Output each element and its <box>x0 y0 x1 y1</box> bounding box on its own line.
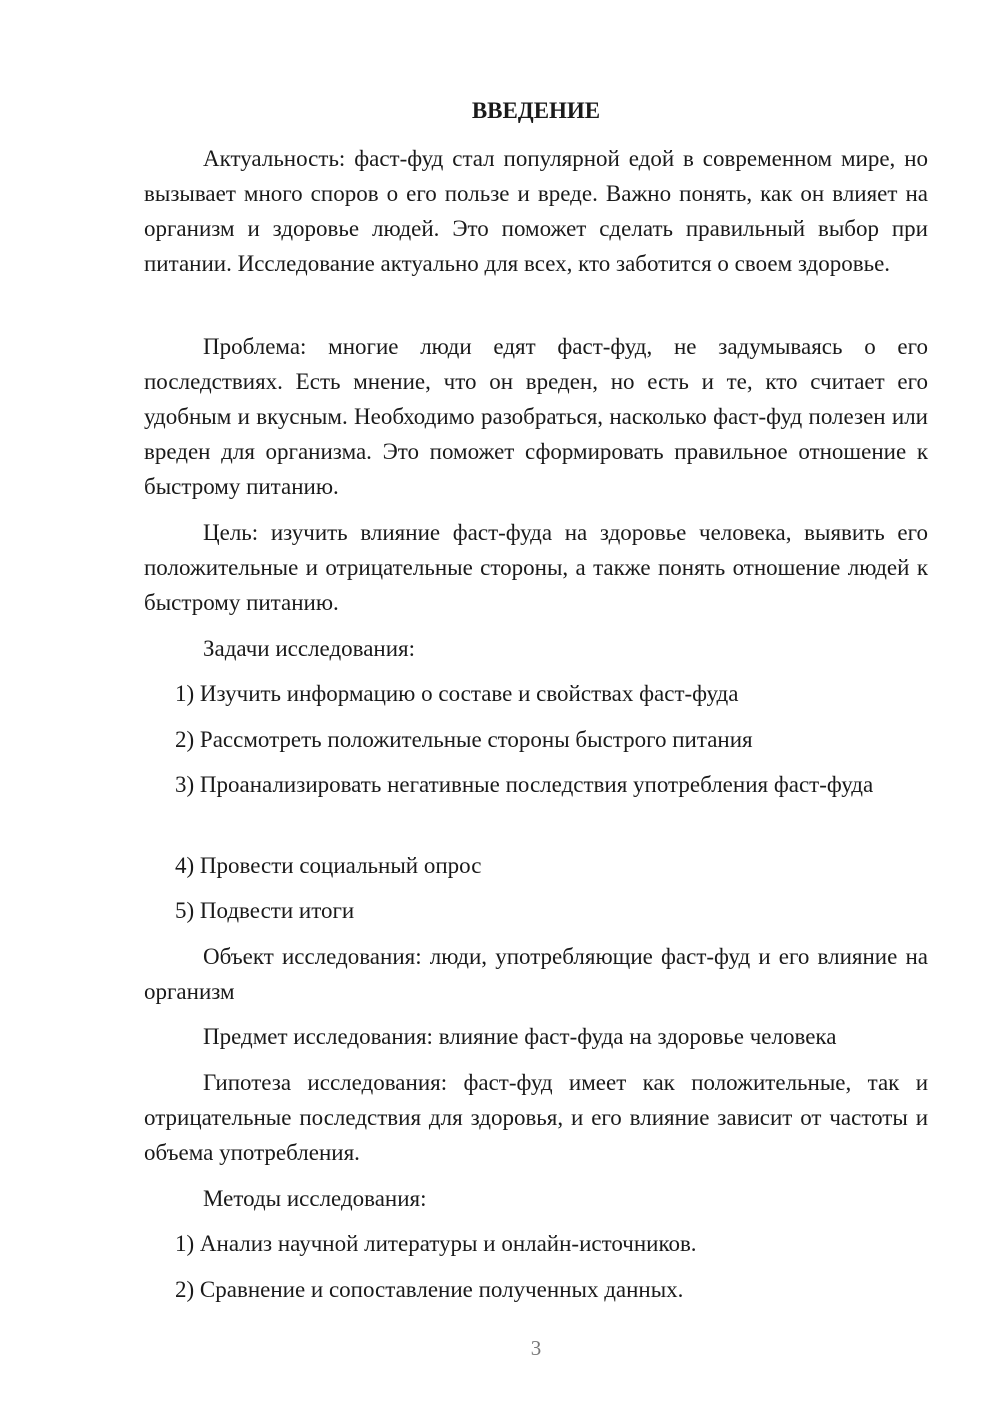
task-item-3: 3) Проанализировать негативные последствия употребления фаст-фуда <box>175 772 874 797</box>
methods-heading: Методы исследования: <box>203 1186 427 1211</box>
problem-paragraph: Проблема: многие люди едят фаст-фуд, не задумываясь о его последствиях. Есть мнение, что он вреден, но есть и те, кто считает его удобным и вкусным. Необходимо разобраться, насколько фаст-фуд полезен или вреден для организма. Это поможет сформировать правильное отношение к быстрому питанию. <box>144 334 928 499</box>
task-item-4: 4) Провести социальный опрос <box>175 853 482 878</box>
method-item-1: 1) Анализ научной литературы и онлайн-источников. <box>175 1231 697 1256</box>
page-number: 3 <box>530 1336 542 1360</box>
method-item-2: 2) Сравнение и сопоставление полученных данных. <box>175 1277 684 1302</box>
tasks-heading: Задачи исследования: <box>203 636 416 661</box>
hypothesis-paragraph: Гипотеза исследования: фаст-фуд имеет как положительные, так и отрицательные последствия для здоровья, и его влияние зависит от частоты и объема употребления. <box>144 1070 928 1165</box>
relevance-paragraph: Актуальность: фаст-фуд стал популярной едой в современном мире, но вызывает много споров о его пользе и вреде. Важно понять, как он влияет на организм и здоровье людей. Это поможет сделать правильный выбор при питании. Исследование актуально для всех, кто заботится о своем здоровье. <box>144 146 928 276</box>
subject-paragraph: Предмет исследования: влияние фаст-фуда на здоровье человека <box>203 1024 837 1049</box>
task-item-5: 5) Подвести итоги <box>175 898 355 923</box>
goal-paragraph: Цель: изучить влияние фаст-фуда на здоровье человека, выявить его положительные и отрицательные стороны, а также понять отношение людей к быстрому питанию. <box>144 520 928 615</box>
task-item-1: 1) Изучить информацию о составе и свойствах фаст-фуда <box>175 681 739 706</box>
object-paragraph: Объект исследования: люди, употребляющие фаст-фуд и его влияние на организм <box>144 944 928 1004</box>
task-item-2: 2) Рассмотреть положительные стороны быстрого питания <box>175 727 753 752</box>
page-title: ВВЕДЕНИЕ <box>471 98 601 123</box>
